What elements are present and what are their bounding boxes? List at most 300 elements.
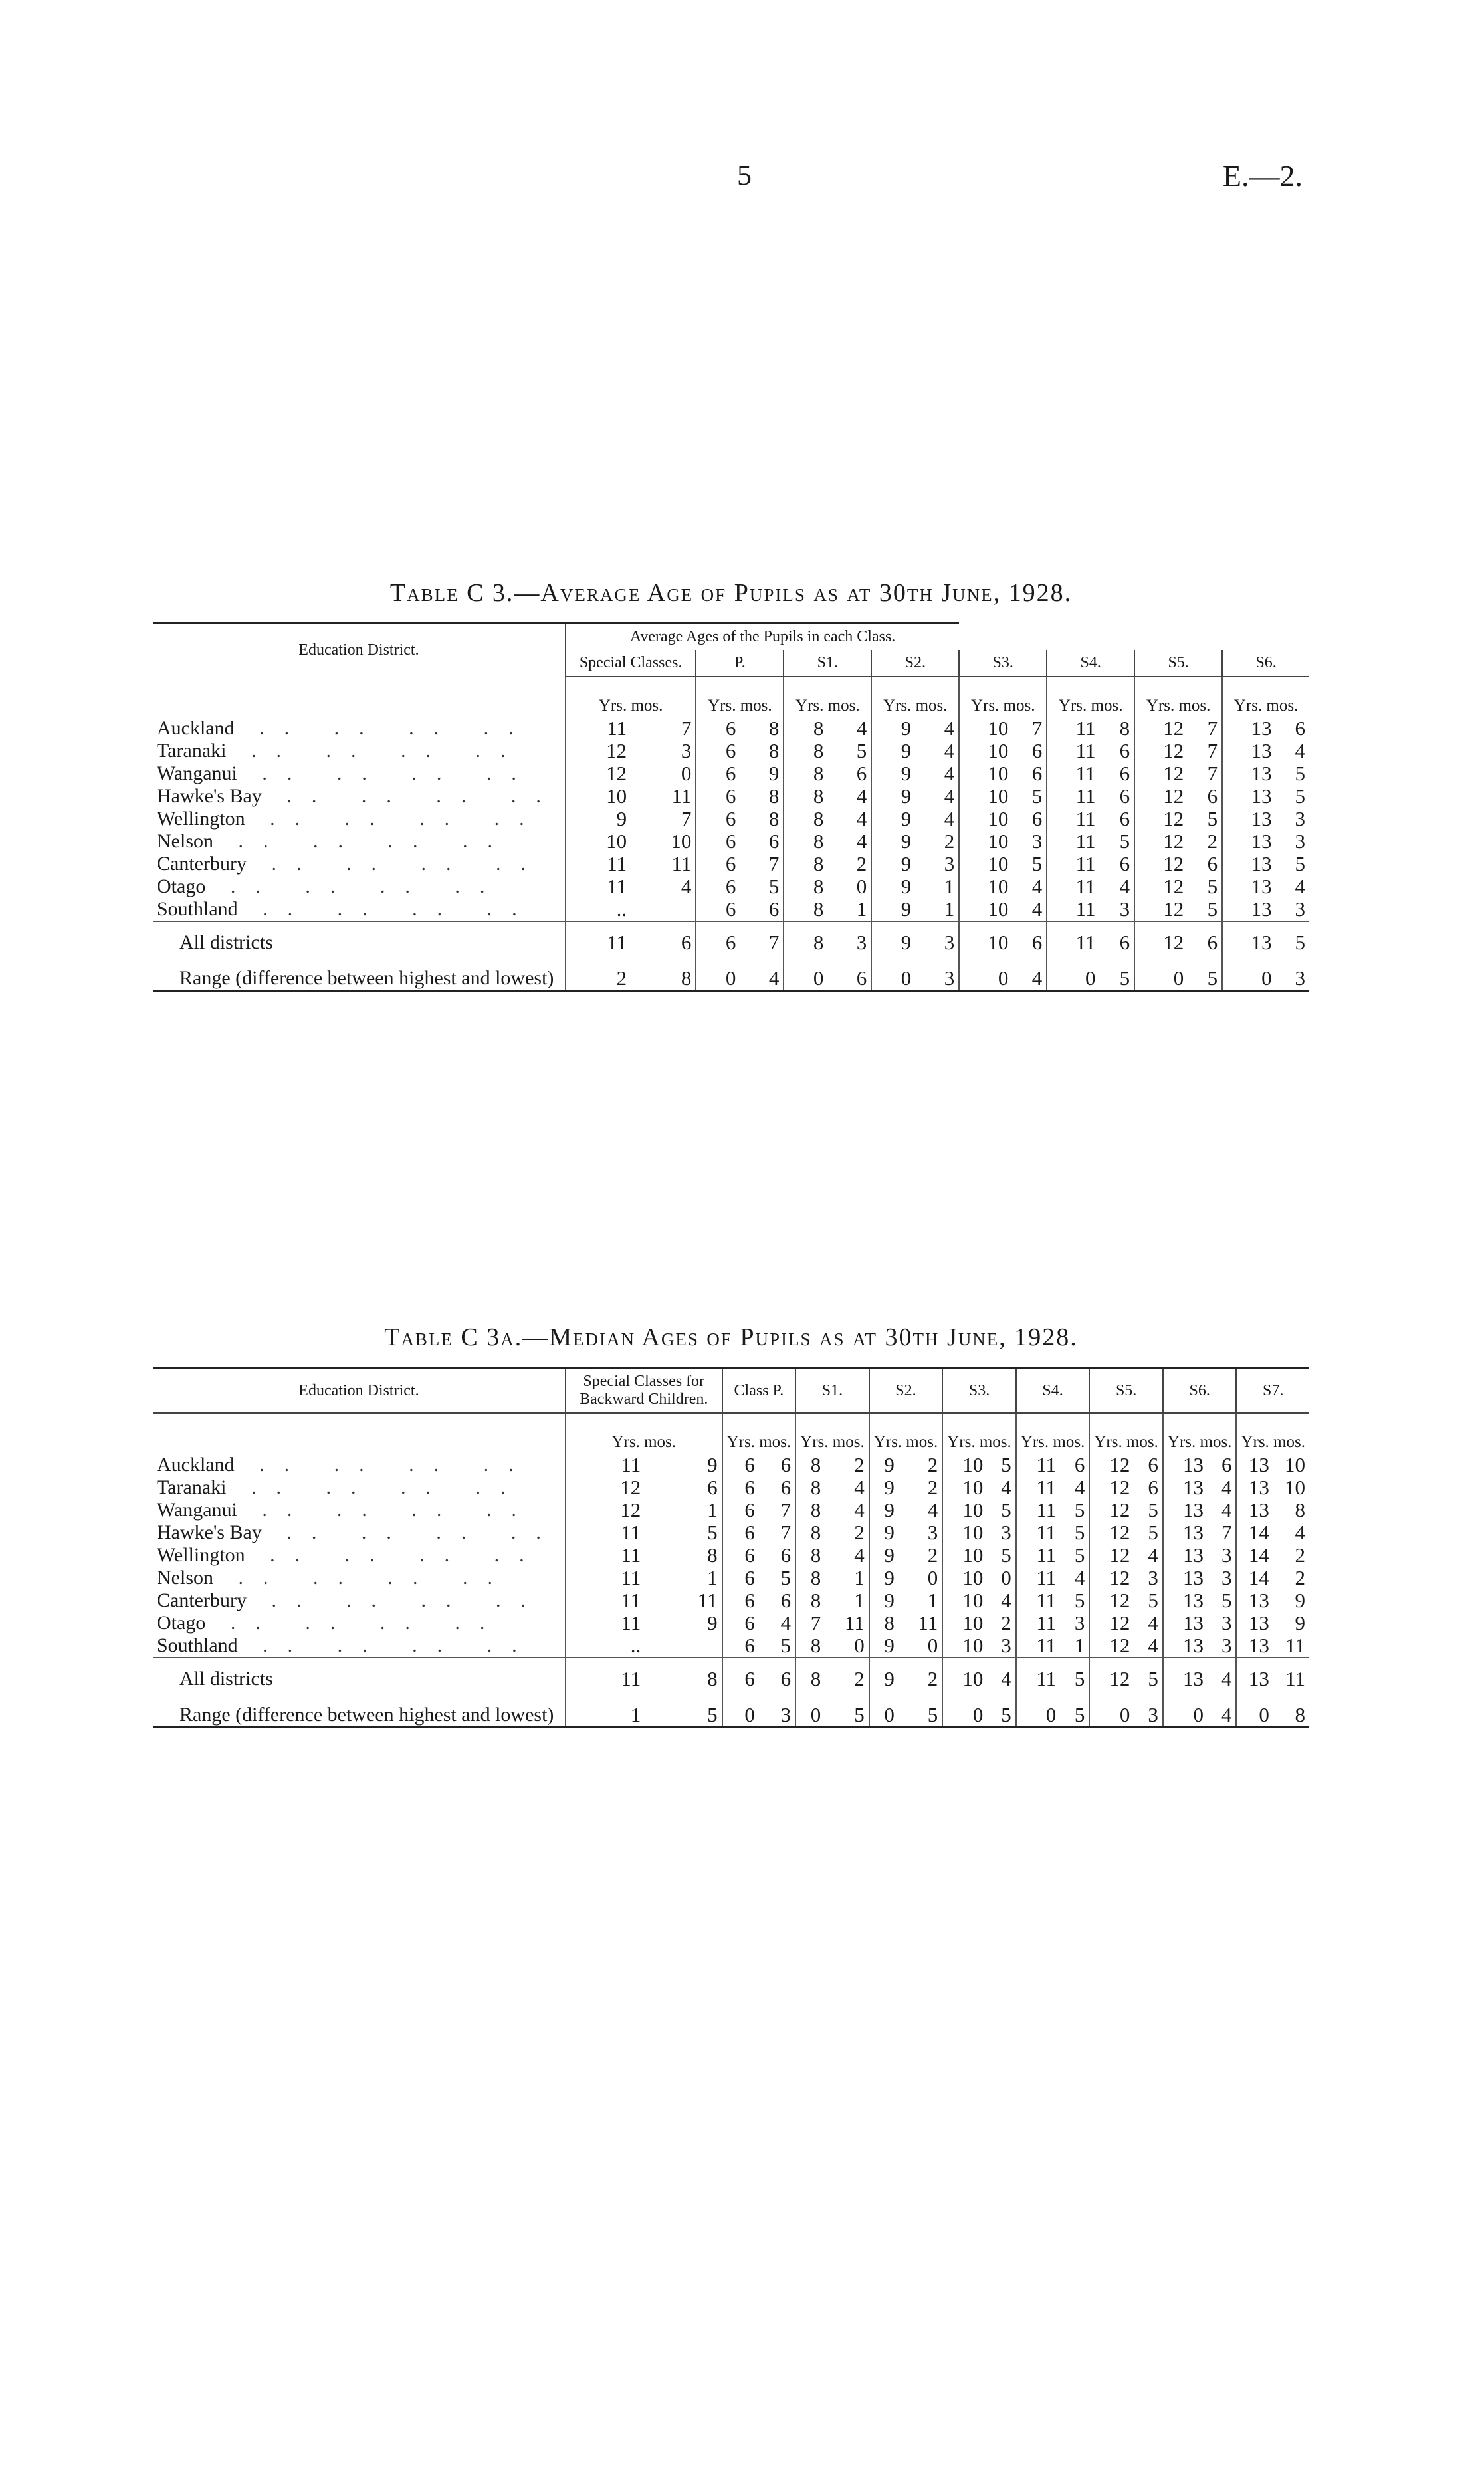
- years-cell: 12: [1134, 875, 1188, 898]
- table-row: [153, 853, 1309, 875]
- months-cell: 0: [927, 1634, 938, 1657]
- column-header: S7.: [1236, 1368, 1309, 1414]
- years-cell: 12: [1134, 808, 1188, 830]
- district-name: Nelson: [157, 830, 213, 852]
- months-cell: 9: [768, 762, 780, 785]
- months-cell: 4: [1295, 875, 1305, 898]
- months-cell: 6: [780, 1476, 792, 1499]
- years-cell: 11: [1047, 830, 1099, 853]
- years-cell: 10: [942, 1612, 987, 1634]
- years-cell: 11: [566, 1544, 645, 1567]
- months-cell: 0: [681, 762, 692, 785]
- months-cell: 4: [1001, 1476, 1011, 1499]
- years-cell: 10: [942, 1589, 987, 1612]
- months-cell: 4: [944, 762, 955, 785]
- document-reference: E.—2.: [1222, 159, 1303, 193]
- years-cell: 11: [1016, 1567, 1060, 1589]
- district-cell: [153, 808, 566, 830]
- years-cell: 8: [795, 1476, 825, 1499]
- months-cell: 3: [1221, 1543, 1232, 1567]
- months-cell: 7: [1207, 762, 1218, 785]
- months-cell: 2: [1295, 1566, 1305, 1589]
- months-cell: 5: [1207, 897, 1218, 921]
- table-row: [153, 830, 1309, 853]
- group-header: Average Ages of the Pupils in each Class.: [566, 623, 959, 651]
- years-cell: ..: [566, 1634, 645, 1658]
- summary-label: All districts: [153, 921, 566, 954]
- years-cell: 11: [566, 875, 631, 898]
- years-cell: 6: [696, 740, 740, 762]
- months-cell: 3: [1295, 897, 1305, 921]
- months-cell: 1: [854, 1589, 865, 1612]
- years-cell: 9: [871, 808, 915, 830]
- district-name: Wellington: [157, 808, 245, 830]
- unit-label: Yrs. mos.: [869, 1413, 943, 1454]
- district-cell: [153, 1612, 566, 1634]
- years-cell: 0: [795, 1690, 825, 1728]
- months-cell: 6: [1148, 1476, 1158, 1499]
- months-cell: 4: [780, 1611, 792, 1634]
- years-cell: 10: [942, 1658, 987, 1690]
- summary-label: All districts: [153, 1658, 566, 1690]
- months-cell: 2: [944, 830, 955, 853]
- years-cell: 9: [869, 1634, 899, 1658]
- months-cell: 11: [671, 784, 692, 808]
- table-row: [153, 740, 1309, 762]
- district-cell: [153, 740, 566, 762]
- months-cell: 4: [854, 1498, 865, 1521]
- summary-row: [153, 921, 1309, 954]
- years-cell: 6: [722, 1634, 759, 1658]
- months-cell: 4: [1208, 1690, 1236, 1728]
- years-cell: 13: [1236, 1634, 1273, 1658]
- months-cell: 7: [1207, 717, 1218, 740]
- months-cell: 6: [1188, 921, 1222, 954]
- months-cell: 4: [854, 1543, 865, 1567]
- years-cell: 13: [1222, 762, 1275, 785]
- district-name: Canterbury: [157, 853, 247, 875]
- years-cell: ..: [566, 898, 631, 921]
- district-cell: [153, 830, 566, 853]
- table-row: [153, 1499, 1309, 1521]
- table-c3a-caption: Table C 3a.—Median Ages of Pupils as at 30th June, 1928.: [384, 1323, 1078, 1351]
- summary-row: [153, 1690, 1309, 1728]
- column-header: S1.: [795, 1368, 869, 1414]
- years-cell: 11: [1047, 785, 1099, 808]
- years-cell: 2: [566, 954, 631, 991]
- years-cell: 8: [784, 853, 827, 875]
- years-cell: 11: [1047, 921, 1099, 954]
- months-cell: 2: [927, 1453, 938, 1476]
- months-cell: 8: [707, 1543, 718, 1567]
- months-cell: 1: [854, 1566, 865, 1589]
- units-row: [153, 1413, 1309, 1454]
- years-cell: 6: [696, 853, 740, 875]
- months-cell: 3: [915, 954, 959, 991]
- months-cell: 4: [1295, 1521, 1305, 1544]
- years-cell: 12: [1089, 1521, 1134, 1544]
- years-cell: 11: [1016, 1476, 1060, 1499]
- column-header: S2.: [869, 1368, 943, 1414]
- table-c3a-grid: [153, 1367, 1309, 1728]
- years-cell: 13: [1222, 830, 1275, 853]
- years-cell: 12: [1134, 785, 1188, 808]
- years-cell: 12: [1134, 762, 1188, 785]
- years-cell: 6: [722, 1499, 759, 1521]
- years-cell: 13: [1236, 1612, 1273, 1634]
- years-cell: 9: [869, 1567, 899, 1589]
- years-cell: 13: [1163, 1612, 1208, 1634]
- years-cell: 0: [1222, 954, 1275, 991]
- months-cell: 5: [1188, 954, 1222, 991]
- years-cell: 6: [696, 717, 740, 740]
- years-cell: 11: [566, 1567, 645, 1589]
- leader-dots: .. .. .. ..: [213, 1567, 512, 1589]
- units-row: [153, 677, 1309, 717]
- months-cell: 4: [856, 784, 867, 808]
- years-cell: 13: [1236, 1658, 1273, 1690]
- months-cell: 6: [827, 954, 871, 991]
- years-cell: 13: [1163, 1567, 1208, 1589]
- months-cell: 3: [915, 921, 959, 954]
- months-cell: 3: [681, 739, 692, 762]
- years-cell: 7: [795, 1612, 825, 1634]
- years-cell: 13: [1163, 1499, 1208, 1521]
- years-cell: 14: [1236, 1567, 1273, 1589]
- years-cell: 8: [784, 717, 827, 740]
- unit-label: Yrs. mos.: [784, 677, 871, 717]
- months-cell: 5: [1295, 784, 1305, 808]
- years-cell: 6: [696, 921, 740, 954]
- years-cell: 8: [784, 830, 827, 853]
- years-cell: 8: [784, 898, 827, 921]
- months-cell: 7: [768, 852, 780, 875]
- months-cell: 4: [740, 954, 784, 991]
- years-cell: 13: [1222, 853, 1275, 875]
- years-cell: 10: [566, 830, 631, 853]
- years-cell: 11: [1016, 1544, 1060, 1567]
- months-cell: 6: [1119, 852, 1130, 875]
- months-cell: 4: [1221, 1476, 1232, 1499]
- table-row: [153, 808, 1309, 830]
- months-cell: 5: [1148, 1589, 1158, 1612]
- months-cell: 5: [1031, 784, 1043, 808]
- years-cell: 13: [1163, 1544, 1208, 1567]
- months-cell: 10: [1285, 1453, 1305, 1476]
- table-row: [153, 898, 1309, 921]
- months-cell: 4: [1221, 1498, 1232, 1521]
- district-name: Wellington: [157, 1544, 245, 1566]
- years-cell: 6: [722, 1658, 759, 1690]
- months-cell: 7: [1221, 1521, 1232, 1544]
- months-cell: 3: [944, 852, 955, 875]
- months-cell: 3: [1221, 1611, 1232, 1634]
- table-c3: [153, 578, 1309, 992]
- years-cell: 8: [795, 1634, 825, 1658]
- years-cell: 12: [566, 1476, 645, 1499]
- months-cell: 11: [671, 852, 692, 875]
- months-cell: 5: [1074, 1521, 1085, 1544]
- months-cell: 8: [645, 1658, 722, 1690]
- table-row: [153, 1454, 1309, 1476]
- months-cell: 3: [1031, 830, 1043, 853]
- units-spacer: [153, 1413, 566, 1454]
- years-cell: 10: [959, 740, 1012, 762]
- years-cell: 13: [1222, 808, 1275, 830]
- years-cell: 0: [1134, 954, 1188, 991]
- months-cell: 2: [825, 1658, 869, 1690]
- months-cell: 4: [944, 807, 955, 830]
- months-cell: 3: [827, 921, 871, 954]
- months-cell: 8: [1119, 717, 1130, 740]
- district-name: Hawke's Bay: [157, 785, 262, 807]
- years-cell: 10: [959, 762, 1012, 785]
- years-cell: 13: [1236, 1499, 1273, 1521]
- months-cell: 5: [1074, 1543, 1085, 1567]
- months-cell: 6: [1074, 1453, 1085, 1476]
- years-cell: 11: [566, 853, 631, 875]
- months-cell: 5: [856, 739, 867, 762]
- months-cell: 5: [1001, 1543, 1011, 1567]
- months-cell: 7: [740, 921, 784, 954]
- years-cell: 6: [722, 1476, 759, 1499]
- table-row: [153, 762, 1309, 785]
- years-cell: 12: [1089, 1454, 1134, 1476]
- months-cell: 2: [899, 1658, 942, 1690]
- page-number: 5: [737, 159, 752, 191]
- years-cell: 6: [722, 1521, 759, 1544]
- years-cell: 11: [566, 717, 631, 740]
- years-cell: 11: [1016, 1521, 1060, 1544]
- months-cell: 4: [944, 717, 955, 740]
- months-cell: 6: [1221, 1453, 1232, 1476]
- district-cell: [153, 1544, 566, 1567]
- years-cell: 13: [1236, 1476, 1273, 1499]
- months-cell: 3: [1001, 1521, 1011, 1544]
- months-cell: 2: [1001, 1611, 1011, 1634]
- table-c3-grid: [153, 622, 1309, 992]
- months-cell: 7: [780, 1521, 792, 1544]
- months-cell: 2: [854, 1453, 865, 1476]
- table-row: [153, 1544, 1309, 1567]
- years-cell: 10: [942, 1634, 987, 1658]
- table-row: [153, 785, 1309, 808]
- column-header: S6.: [1222, 650, 1309, 677]
- years-cell: 8: [795, 1454, 825, 1476]
- district-cell: [153, 1589, 566, 1612]
- months-cell: 4: [1119, 875, 1130, 898]
- years-cell: 10: [959, 717, 1012, 740]
- years-cell: 9: [869, 1658, 899, 1690]
- years-cell: 12: [566, 762, 631, 785]
- years-cell: 14: [1236, 1521, 1273, 1544]
- unit-label: Yrs. mos.: [1016, 1413, 1090, 1454]
- years-cell: 8: [784, 785, 827, 808]
- months-cell: 0: [1001, 1566, 1011, 1589]
- years-cell: 6: [696, 785, 740, 808]
- years-cell: 11: [1016, 1658, 1060, 1690]
- years-cell: 10: [942, 1544, 987, 1567]
- years-cell: 9: [869, 1544, 899, 1567]
- district-cell: [153, 1567, 566, 1589]
- years-cell: 8: [784, 762, 827, 785]
- years-cell: 0: [942, 1690, 987, 1728]
- months-cell: 4: [1031, 875, 1043, 898]
- months-cell: 5: [1148, 1521, 1158, 1544]
- years-cell: 10: [959, 853, 1012, 875]
- leader-dots: .. .. .. ..: [261, 785, 561, 807]
- months-cell: 5: [1276, 921, 1309, 954]
- years-cell: 11: [566, 1612, 645, 1634]
- column-header: S3.: [942, 1368, 1016, 1414]
- years-cell: 13: [1163, 1658, 1208, 1690]
- months-cell: 3: [1221, 1634, 1232, 1657]
- months-cell: 3: [1276, 954, 1309, 991]
- months-cell: 5: [1074, 1498, 1085, 1521]
- months-cell: 5: [1060, 1658, 1089, 1690]
- months-cell: 6: [1031, 807, 1043, 830]
- table-c3a: [153, 1323, 1309, 1728]
- months-cell: 3: [927, 1521, 938, 1544]
- months-cell: 8: [1295, 1498, 1305, 1521]
- months-cell: 11: [1285, 1634, 1305, 1657]
- years-cell: 13: [1236, 1454, 1273, 1476]
- years-cell: 11: [1016, 1454, 1060, 1476]
- years-cell: 13: [1222, 785, 1275, 808]
- months-cell: 7: [780, 1498, 792, 1521]
- months-cell: 4: [1148, 1543, 1158, 1567]
- years-cell: 9: [871, 921, 915, 954]
- years-cell: 11: [566, 921, 631, 954]
- months-cell: 9: [707, 1453, 718, 1476]
- years-cell: 12: [1134, 717, 1188, 740]
- years-cell: 13: [1236, 1589, 1273, 1612]
- months-cell: 3: [1074, 1611, 1085, 1634]
- column-header: P.: [696, 650, 784, 677]
- months-cell: 6: [1012, 921, 1047, 954]
- years-cell: 12: [1134, 921, 1188, 954]
- months-cell: 5: [1001, 1453, 1011, 1476]
- years-cell: 9: [869, 1589, 899, 1612]
- years-cell: 10: [959, 875, 1012, 898]
- years-cell: 13: [1222, 717, 1275, 740]
- months-cell: 5: [1074, 1589, 1085, 1612]
- district-name: Wanganui: [157, 762, 237, 784]
- leader-dots: .. .. .. ..: [246, 853, 546, 875]
- months-cell: 4: [1012, 954, 1047, 991]
- years-cell: 12: [1089, 1612, 1134, 1634]
- months-cell: 4: [1074, 1476, 1085, 1499]
- leader-dots: .. .. .. ..: [246, 1589, 546, 1611]
- unit-label: Yrs. mos.: [942, 1413, 1016, 1454]
- years-cell: 6: [722, 1612, 759, 1634]
- months-cell: 5: [768, 875, 780, 898]
- years-cell: 9: [871, 830, 915, 853]
- table-row: [153, 1634, 1309, 1658]
- years-cell: 12: [1089, 1544, 1134, 1567]
- months-cell: 1: [856, 897, 867, 921]
- years-cell: 0: [871, 954, 915, 991]
- months-cell: 7: [1031, 717, 1043, 740]
- months-cell: 7: [1207, 739, 1218, 762]
- years-cell: 13: [1222, 875, 1275, 898]
- months-cell: 2: [927, 1543, 938, 1567]
- months-cell: 5: [1295, 852, 1305, 875]
- months-cell: 1: [944, 897, 955, 921]
- months-cell: 11: [697, 1589, 718, 1612]
- years-cell: 10: [959, 898, 1012, 921]
- years-cell: 11: [1016, 1634, 1060, 1658]
- years-cell: 0: [1236, 1690, 1273, 1728]
- years-cell: 10: [959, 785, 1012, 808]
- months-cell: 6: [780, 1589, 792, 1612]
- years-cell: 0: [1089, 1690, 1134, 1728]
- table-row: [153, 717, 1309, 740]
- years-cell: 9: [871, 875, 915, 898]
- unit-label: Yrs. mos.: [722, 1413, 796, 1454]
- column-header: S5.: [1089, 1368, 1163, 1414]
- years-cell: 12: [1089, 1499, 1134, 1521]
- years-cell: 0: [1163, 1690, 1208, 1728]
- months-cell: 5: [1295, 762, 1305, 785]
- months-cell: 6: [768, 897, 780, 921]
- months-cell: 5: [780, 1634, 792, 1657]
- years-cell: 9: [871, 762, 915, 785]
- column-header: S6.: [1163, 1368, 1237, 1414]
- column-header: S2.: [871, 650, 959, 677]
- months-cell: 5: [987, 1690, 1015, 1728]
- months-cell: 4: [1295, 739, 1305, 762]
- months-cell: 1: [707, 1498, 718, 1521]
- months-cell: 6: [1031, 762, 1043, 785]
- years-cell: 12: [1134, 898, 1188, 921]
- column-header: Special Classes.: [566, 650, 696, 677]
- years-cell: 8: [795, 1521, 825, 1544]
- district-name: Otago: [157, 1612, 206, 1634]
- district-name: Nelson: [157, 1567, 213, 1589]
- months-cell: 8: [768, 739, 780, 762]
- years-cell: 6: [696, 830, 740, 853]
- months-cell: 5: [1148, 1498, 1158, 1521]
- leader-dots: .. .. .. ..: [234, 1454, 534, 1476]
- column-header: Class P.: [722, 1368, 796, 1414]
- months-cell: 6: [768, 830, 780, 853]
- months-cell: 5: [1207, 807, 1218, 830]
- years-cell: 11: [1016, 1612, 1060, 1634]
- years-cell: 13: [1163, 1454, 1208, 1476]
- months-cell: 4: [1001, 1589, 1011, 1612]
- months-cell: 3: [759, 1690, 795, 1728]
- years-cell: 11: [1047, 717, 1099, 740]
- district-cell: [153, 1476, 566, 1499]
- years-cell: 11: [1047, 875, 1099, 898]
- months-cell: 4: [854, 1476, 865, 1499]
- years-cell: 9: [869, 1521, 899, 1544]
- months-cell: 4: [1031, 897, 1043, 921]
- years-cell: 8: [795, 1567, 825, 1589]
- unit-label: Yrs. mos.: [1222, 677, 1309, 717]
- months-cell: 9: [707, 1611, 718, 1634]
- years-cell: 9: [869, 1476, 899, 1499]
- column-header: S3.: [959, 650, 1047, 677]
- years-cell: 12: [1089, 1634, 1134, 1658]
- years-cell: 10: [942, 1476, 987, 1499]
- months-cell: 10: [1285, 1476, 1305, 1499]
- months-cell: 1: [707, 1566, 718, 1589]
- years-cell: 12: [1089, 1567, 1134, 1589]
- months-cell: 8: [631, 954, 696, 991]
- years-cell: 11: [1047, 853, 1099, 875]
